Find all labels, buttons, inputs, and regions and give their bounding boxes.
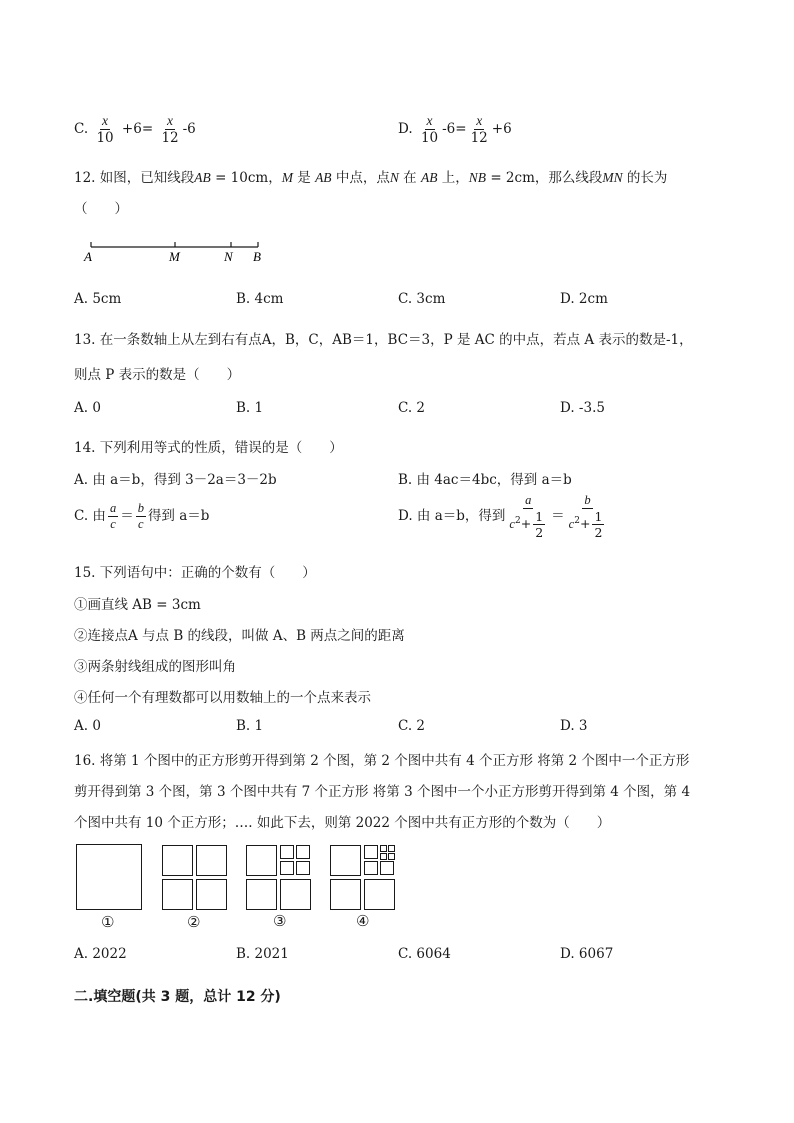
square bbox=[364, 879, 395, 910]
math-var: MN bbox=[602, 170, 623, 185]
operator: +6 bbox=[491, 121, 512, 138]
fraction bbox=[159, 114, 180, 145]
label-b: B bbox=[253, 249, 261, 264]
q15-option-c: C. 2 bbox=[398, 718, 426, 734]
figure-label-1: ① bbox=[101, 913, 115, 931]
q15-statement-3: ③两条射线组成的图形叫角 bbox=[74, 659, 236, 675]
denominator: 10 bbox=[96, 130, 114, 147]
q15-stem: 15. 下列语句中：正确的个数有（ ） bbox=[74, 565, 316, 581]
option-text: D. 由 a＝b，得到 bbox=[398, 508, 506, 525]
exponent: 2 bbox=[514, 516, 521, 527]
numerator: x bbox=[165, 114, 175, 130]
denominator bbox=[507, 509, 549, 539]
q15-statement-2: ②连接点A 与点 B 的线段，叫做 A、B 两点之间的距离 bbox=[74, 628, 405, 644]
math-var: AB bbox=[315, 170, 332, 185]
fraction bbox=[507, 494, 549, 539]
numerator: 1 bbox=[535, 509, 544, 525]
square bbox=[196, 845, 227, 876]
operator: -6= bbox=[442, 121, 467, 138]
q13-stem-line1: 13. 在一条数轴上从左到右有点A，B，C，AB＝1，BC＝3，P 是 AC 的中点，若点 A 表示的数是-1， bbox=[74, 332, 693, 348]
operator: + bbox=[579, 516, 591, 532]
q13-option-a: A. 0 bbox=[74, 400, 101, 416]
square bbox=[280, 879, 311, 910]
square bbox=[162, 845, 193, 876]
operator: ＝ bbox=[120, 508, 134, 525]
exponent: 2 bbox=[574, 516, 580, 527]
answer-paren: （ ） bbox=[74, 201, 128, 217]
q14-option-a: A. 由 a＝b，得到 3－2a＝3－2b bbox=[74, 472, 277, 488]
q15-option-b: B. 1 bbox=[236, 718, 264, 734]
option-text: C. 由 bbox=[74, 508, 106, 525]
fraction bbox=[108, 502, 118, 531]
q15-option-d: D. 3 bbox=[560, 718, 588, 734]
denominator: 12 bbox=[470, 130, 488, 147]
q16-stem-line2: 剪开得到第 3 个图，第 3 个图中共有 7 个正方形 将第 3 个图中一个小正方形剪开得到第 4 个图，第 4 bbox=[74, 784, 691, 800]
q16-option-c: C. 6064 bbox=[398, 946, 451, 962]
square bbox=[296, 845, 310, 859]
label-a: A bbox=[84, 249, 92, 264]
q13-option-d: D. -3.5 bbox=[560, 400, 605, 416]
stem-text: 是 bbox=[292, 170, 316, 186]
numerator: a bbox=[108, 502, 118, 517]
fraction bbox=[136, 502, 146, 531]
stem-text: 如图，已知线段 bbox=[99, 170, 195, 186]
numerator: b bbox=[582, 494, 592, 509]
q11-option-d bbox=[398, 114, 512, 145]
stem-text: = 10cm， bbox=[210, 170, 282, 186]
square bbox=[296, 861, 310, 875]
q15-option-a: A. 0 bbox=[74, 718, 101, 734]
stem-text: 上， bbox=[437, 170, 469, 186]
square bbox=[280, 845, 294, 859]
q12-option-c: C. 3cm bbox=[398, 291, 446, 307]
math-var: NB bbox=[468, 170, 487, 185]
q16-option-a: A. 2022 bbox=[74, 946, 127, 962]
q15-statement-4: ④任何一个有理数都可以用数轴上的一个点来表示 bbox=[74, 690, 371, 706]
q12-option-a: A. 5cm bbox=[74, 291, 122, 307]
numerator: x bbox=[100, 114, 110, 130]
fraction bbox=[94, 114, 115, 145]
square bbox=[330, 845, 361, 876]
figure-label-2: ② bbox=[187, 913, 201, 931]
square bbox=[76, 844, 142, 910]
q15-statement-1: ①画直线 AB = 3cm bbox=[74, 597, 201, 613]
square bbox=[196, 879, 227, 910]
square bbox=[388, 853, 395, 860]
math-var: c bbox=[509, 517, 515, 532]
square bbox=[246, 879, 277, 910]
square bbox=[388, 845, 395, 852]
fraction bbox=[567, 494, 609, 539]
fraction bbox=[469, 114, 490, 145]
option-text: 得到 a＝b bbox=[147, 508, 210, 525]
q12-option-d: D. 2cm bbox=[560, 291, 608, 307]
math-var: c bbox=[568, 517, 575, 532]
fraction bbox=[592, 510, 604, 539]
denominator: c bbox=[110, 517, 116, 532]
section-title: 二.填空题(共 3 题，总计 12 分) bbox=[74, 989, 281, 1005]
square bbox=[380, 853, 387, 860]
stem-text: = 2cm，那么线段 bbox=[486, 170, 603, 186]
square bbox=[246, 845, 277, 876]
question-number: 12. bbox=[74, 170, 96, 186]
q11-option-c bbox=[74, 114, 196, 145]
q14-option-d bbox=[398, 494, 610, 539]
math-var: AB bbox=[194, 170, 211, 185]
q12-stem bbox=[74, 166, 667, 186]
operator: +6= bbox=[121, 121, 154, 138]
operator: + bbox=[520, 516, 532, 532]
operator: ＝ bbox=[551, 508, 565, 525]
segment-figure bbox=[80, 238, 270, 268]
denominator: c bbox=[138, 517, 144, 532]
q13-stem-line2: 则点 P 表示的数是（ ） bbox=[74, 367, 241, 383]
math-var: AB bbox=[420, 170, 438, 185]
square bbox=[380, 861, 394, 875]
operator: -6 bbox=[182, 121, 196, 138]
q16-stem-line3: 个图中共有 10 个正方形；…. 如此下去，则第 2022 个图中共有正方形的个数为（ ） bbox=[74, 815, 611, 831]
stem-text: 的长为 bbox=[622, 170, 668, 186]
stem-text: 在 bbox=[398, 170, 421, 186]
q16-stem-line1: 16. 将第 1 个图中的正方形剪开得到第 2 个图，第 2 个图中共有 4 个正方形 将第 2 个图中一个正方形 bbox=[74, 753, 690, 769]
q16-option-b: B. 2021 bbox=[236, 946, 289, 962]
square bbox=[162, 879, 193, 910]
label-n: N bbox=[224, 249, 233, 264]
denominator: 2 bbox=[535, 525, 544, 541]
q12-option-b: B. 4cm bbox=[236, 291, 284, 307]
q16-option-d: D. 6067 bbox=[560, 946, 614, 962]
square bbox=[364, 845, 378, 859]
q14-option-c bbox=[74, 502, 209, 531]
label-m: M bbox=[169, 249, 180, 264]
numerator: x bbox=[474, 114, 484, 130]
denominator: 2 bbox=[594, 525, 603, 541]
denominator: 10 bbox=[420, 130, 439, 147]
square bbox=[364, 861, 378, 875]
math-var: N bbox=[389, 170, 399, 185]
denominator: 12 bbox=[161, 130, 179, 147]
square bbox=[280, 861, 294, 875]
numerator: 1 bbox=[594, 509, 603, 525]
numerator: a bbox=[523, 494, 533, 509]
math-var: M bbox=[281, 170, 293, 185]
denominator bbox=[567, 509, 609, 539]
q14-stem: 14. 下列利用等式的性质，错误的是（ ） bbox=[74, 440, 343, 456]
fraction bbox=[419, 114, 440, 145]
option-label: C. bbox=[74, 121, 89, 138]
figure-label-3: ③ bbox=[273, 912, 287, 930]
option-label: D. bbox=[398, 121, 413, 138]
q13-option-b: B. 1 bbox=[236, 400, 264, 416]
figure-label-4: ④ bbox=[356, 912, 370, 930]
q13-option-c: C. 2 bbox=[398, 400, 426, 416]
square bbox=[330, 879, 361, 910]
q14-option-b: B. 由 4ac＝4bc，得到 a＝b bbox=[398, 472, 572, 488]
numerator: x bbox=[425, 114, 435, 130]
fraction bbox=[533, 510, 545, 539]
stem-text: 中点，点 bbox=[331, 170, 390, 186]
numerator: b bbox=[136, 502, 146, 517]
square bbox=[380, 845, 387, 852]
